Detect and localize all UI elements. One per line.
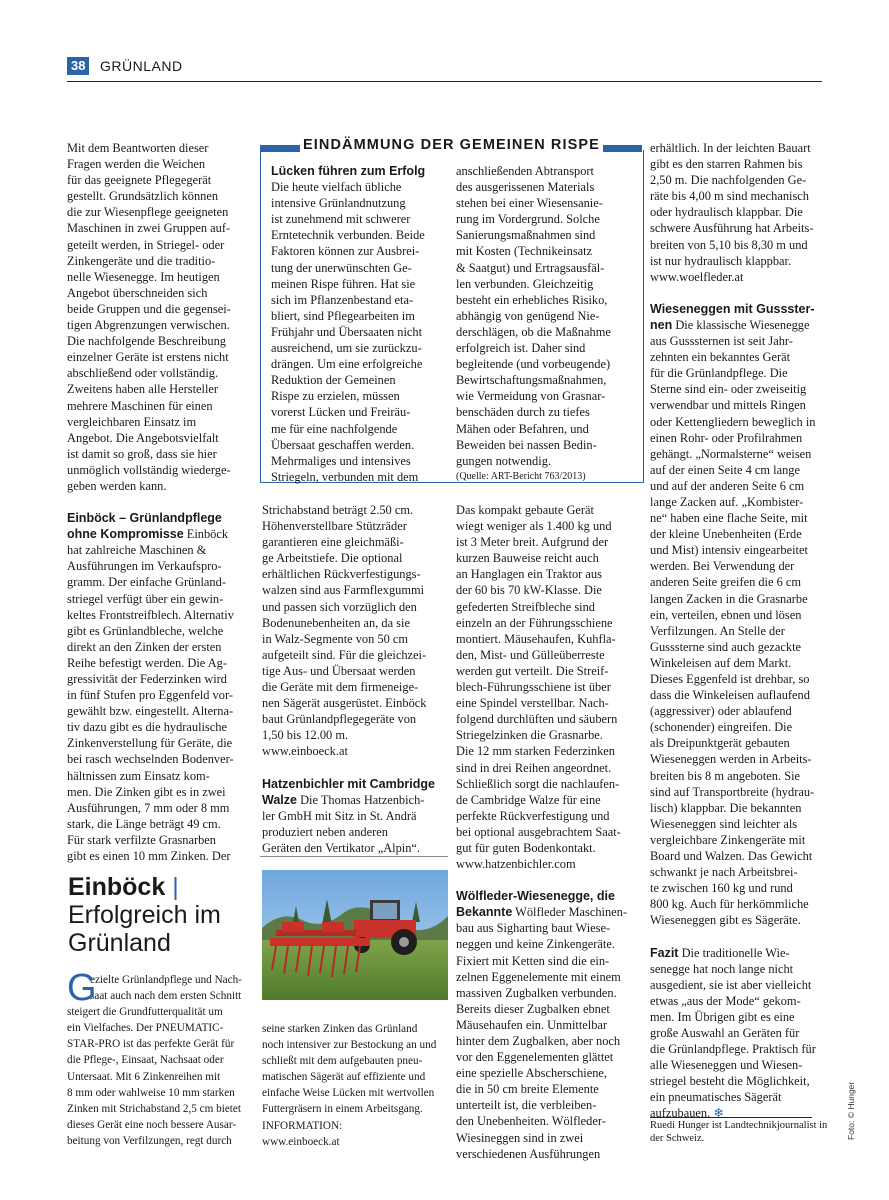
text-line: Beweiden bei nassen Bedin-: [456, 437, 597, 452]
text-line: vor den Eggenelementen glättet: [456, 1050, 614, 1065]
text-line: werden gut verteilt. Die Streif-: [456, 663, 609, 678]
text-line: Angebot. Die Angebotsvielfalt: [67, 430, 219, 445]
text-line: geben werden kann.: [67, 478, 167, 493]
text-line: Zweitens haben alle Hersteller: [67, 382, 219, 397]
text-line: blech-Führungsschiene ist über: [456, 680, 611, 695]
text-line: seine starken Zinken das Grünland: [262, 1023, 418, 1035]
text-line: Winkeleisen auf dem Markt.: [650, 655, 792, 670]
text-line: walzen sind aus Farmflexgummi: [262, 583, 425, 598]
text-line: ein Vielfaches. Der PNEUMATIC-: [67, 1022, 224, 1035]
text-line: perfekte Rückverfestigung und: [456, 808, 610, 823]
text-line: lange Zacken auf. „Kombister-: [650, 494, 804, 509]
text-line: ezielte Grünlandpflege und Nach-: [90, 974, 242, 986]
text-line: STAR-PRO ist das perfekte Gerät für: [67, 1038, 235, 1051]
text-line: räte bis 4,00 m sind mechanisch: [650, 189, 809, 204]
text-line: hinter dem Zugbalken, aber noch: [456, 1034, 621, 1048]
text-line: ein, verteilen, ebnen und lösen: [650, 607, 802, 622]
subheading-hatzenbichler: Hatzenbichler mit Cambridge: [262, 776, 435, 791]
text-line: große Auswahl an Geräten für: [650, 1025, 800, 1040]
box-column-right: [456, 163, 611, 485]
subheading-einboeck-cont: ohne Kompromisse: [67, 527, 184, 542]
text-line: Ausführungen im Verkaufspro-: [67, 559, 222, 574]
text-line: einzelner Geräte ist erstens nicht: [67, 350, 229, 365]
text-line: Mit dem Beantworten dieser: [67, 141, 209, 155]
text-line: Zinken mit Strichabstand 2,5 cm bietet: [67, 1102, 241, 1115]
text-line: Zinkenverstellung für Geräte, die: [67, 736, 233, 751]
tractor-harrow-image: [262, 870, 448, 1000]
text-line: hat zahlreiche Maschinen &: [67, 543, 207, 558]
text-line: Ausführungen, 7 mm oder 8 mm: [67, 800, 230, 815]
text-line: Strichabstand beträgt 2.50 cm.: [262, 503, 414, 517]
text-line: beitung von Verfilzungen, regt durch: [67, 1134, 232, 1147]
text-line: INFORMATION:: [262, 1119, 343, 1132]
promo-title-line: Erfolgreich im: [68, 901, 221, 929]
text-line: wiegt weniger als 1.400 kg und: [456, 519, 612, 534]
text-line: erhältlich. In der leichten Bauart: [650, 141, 811, 155]
text-line: Dieses Eggenfeld ist drehbar, so: [650, 672, 810, 686]
text-line: vergleichbaren Einsatz im: [67, 414, 197, 429]
text-line: intensive Grünlandnutzung: [271, 196, 406, 211]
text-line: Die 12 mm starken Federzinken: [456, 744, 615, 759]
text-line: aus Gusssternen ist seit Jahr-: [650, 334, 793, 349]
text-line: nelle Wiesenegge. Im heutigen: [67, 269, 220, 284]
text-line: bau aus Sigharting baut Wiese-: [456, 921, 611, 936]
text-line: Das kompakt gebaute Gerät: [456, 503, 594, 517]
text-line: des ausgerissenen Materials: [456, 180, 595, 195]
text-line: abschließend oder vollständig.: [67, 366, 219, 381]
text-line: alle Wieseneggen und Wiesen-: [650, 1058, 803, 1073]
text-line: Striegelzinken die Grasnarbe.: [456, 728, 603, 743]
text-line: Mehrmaliges und intensives: [271, 453, 411, 468]
text-line: vorerst Lücken und Freiräu-: [271, 405, 411, 420]
text-line: tigen Abgrenzungen verwischen.: [67, 318, 230, 333]
intro-paragraph: [67, 140, 234, 494]
text-line: Sanierungsmaßnahmen sind: [456, 228, 596, 243]
text-line: zelnen Eggenelemente mit einem: [456, 969, 621, 984]
text-line: ist damit so groß, dass sie hier: [67, 446, 217, 461]
text-line: Reduktion der Gemeinen: [271, 373, 396, 388]
text-line: ausreichend, um sie zurückzu-: [271, 341, 422, 356]
text-line: Maschinen in zwei Gruppen auf-: [67, 221, 231, 236]
text-line: neggen und keine Zinkengeräte.: [456, 937, 615, 952]
promo-body: [67, 967, 253, 1149]
text-line: erfolgreich ist. Daher sind: [456, 341, 586, 356]
text-line: ler GmbH mit Sitz in St. Andrä: [262, 808, 417, 823]
drop-cap: G: [67, 967, 97, 1009]
text-line: erhältlichen Rückverfestigungs-: [262, 567, 421, 582]
text-line: Striegeln, verbunden mit dem: [271, 469, 419, 484]
text-line: Wieseneggen werden in Arbeits-: [650, 752, 812, 767]
text-line: in Walz-Segmente von 50 cm: [262, 631, 409, 646]
column-1: [67, 140, 234, 864]
text-line: Fragen werden die Weichen: [67, 157, 206, 172]
text-run: Einböck: [183, 527, 229, 542]
text-line: produziert neben anderen: [262, 824, 388, 839]
text-line: hältnissen zum Einsatz kom-: [67, 768, 210, 783]
text-line: rung im Vordergrund. Solche: [456, 212, 600, 227]
text-line: schließt mit dem aufgebauten pneu-: [262, 1055, 423, 1068]
text-line: die Geräte mit dem firmeneige-: [262, 680, 419, 695]
text-line: etwas „aus der Mode“ gekom-: [650, 993, 801, 1008]
text-line: anderen Seite greifen die 6 cm: [650, 575, 802, 590]
text-line: (aggressiver) oder ablaufend: [650, 704, 792, 719]
promo-title: [68, 873, 221, 957]
text-line: Für stark verfilzte Grasnarben: [67, 832, 216, 847]
photo-credit: Foto: © Hunger: [846, 1081, 856, 1140]
text-line: Höhenverstellbare Stützräder: [262, 519, 407, 534]
text-line: die zur Wiesenpflege geeigneten: [67, 205, 229, 220]
promo-continued: [262, 1021, 436, 1150]
text-line: www.hatzenbichler.com: [456, 857, 576, 872]
text-line: sind auf Transportbreite (hydrau-: [650, 784, 815, 799]
text-line: und Mist) intensiv eingearbeitet: [650, 543, 808, 558]
text-line: zehnten ein bekanntes Gerät: [650, 350, 791, 365]
text-line: Geräten den Vertikator „Alpin“.: [262, 840, 421, 855]
text-line: gressivität der Federzinken wird: [67, 672, 227, 686]
text-line: besteht ein erhebliches Risiko,: [456, 292, 608, 307]
text-line: gibt es den starren Rahmen bis: [650, 157, 803, 172]
text-line: verwendbar und mittels Ringen: [650, 398, 806, 413]
box-title: EINDÄMMUNG DER GEMEINEN RISPE: [300, 137, 603, 153]
text-line: gibt es Grünlandbleche, welche: [67, 623, 224, 638]
text-line: Reihe befestigt werden. Die Ag-: [67, 655, 227, 670]
text-line: montiert. Mäusehaufen, Kuhfla-: [456, 631, 616, 646]
text-line: Schließlich sorgt die nachlaufen-: [456, 776, 620, 791]
text-line: (schonender) eingreifen. Die: [650, 720, 793, 735]
text-line: meinen Rispe führen. Hat sie: [271, 276, 416, 291]
text-line: 1,50 bis 12.00 m.: [262, 728, 349, 743]
text-line: tung der unerwünschten Ge-: [271, 260, 412, 275]
text-line: ge Arbeitstiefe. Die optional: [262, 551, 403, 566]
column-2: [262, 502, 435, 856]
end-mark-icon: ❄: [713, 1105, 724, 1121]
text-line: die Pflege-, Einsaat, Nachsaat oder: [67, 1054, 224, 1067]
text-line: langen Zacken in die Grasnarbe: [650, 591, 808, 606]
text-line: aufgeteilt sind. Für die gleichzei-: [262, 647, 427, 662]
text-line: ist nur hydraulisch klappbar.: [650, 253, 792, 268]
column-4: [650, 140, 816, 1122]
box-heading: Lücken führen zum Erfolg: [271, 164, 426, 178]
text-line: geteilt werden, in Striegel- oder: [67, 237, 225, 252]
text-line: noch intensiver zur Bestockung an und: [262, 1039, 437, 1052]
subheading-wieseneggen: Wieseneggen mit Gussster-: [650, 301, 815, 316]
text-line: Wiesineggen sind in zwei: [456, 1130, 584, 1145]
text-line: die Grünlandpflege. Praktisch für: [650, 1042, 816, 1057]
text-line: gewählt bzw. eingestellt. Alterna-: [67, 704, 234, 719]
text-line: oder Kettengliedern beweglich in: [650, 414, 816, 429]
page-number: 38: [67, 57, 89, 75]
text-line: folgend durchlüften und säubern: [456, 712, 618, 727]
text-line: stark, die Länge beträgt 49 cm.: [67, 816, 221, 831]
promo-title-line: Grünland: [68, 929, 171, 957]
text-line: und auf der anderen Seite 6 cm: [650, 478, 805, 493]
text-line: abhängig von genügend Nie-: [456, 308, 600, 323]
text-line: men. Die Zinken gibt es in zwei: [67, 784, 226, 799]
text-line: Wieseneggen sind leichter als: [650, 816, 798, 831]
text-line: Mäusehaufen ein. Unmittelbar: [456, 1017, 608, 1032]
text-line: Ruedi Hunger ist Landtechnikjournalist in: [650, 1120, 828, 1131]
text-line: Fixiert mit Ketten sind die ein-: [456, 953, 610, 968]
text-line: unmöglich vollständig wiederge-: [67, 462, 231, 477]
text-line: werden. Bei Verwendung der: [650, 559, 795, 574]
text-line: an Hanglagen ein Traktor aus: [456, 567, 602, 582]
text-line: einzeln an der Führungsschiene: [456, 615, 613, 630]
column-separator: [260, 856, 448, 857]
text-line: senegge hat noch lange nicht: [650, 961, 794, 976]
text-line: Bereits dieser Zugbalken ebnet: [456, 1001, 610, 1016]
text-line: 2,50 m. Die nachfolgenden Ge-: [650, 173, 807, 188]
text-line: sich im Pflanzenbestand eta-: [271, 292, 414, 307]
text-line: gefederten Streifbleche sind: [456, 599, 595, 614]
box-column-left: [271, 163, 425, 485]
product-photo: [262, 870, 448, 1000]
text-line: Untersaat. Mit 6 Zinkenreihen mit: [67, 1070, 221, 1083]
column-3: [456, 502, 627, 1162]
text-line: kurzen Bauweise reicht auch: [456, 551, 599, 566]
text-line: schwankt je nach Arbeitsbrei-: [650, 865, 798, 880]
text-line: Futtergräsern in einem Arbeitsgang.: [262, 1103, 423, 1116]
text-line: Verfilzungen. An Stelle der: [650, 623, 785, 638]
text-line: eine spezielle Abscherschiene,: [456, 1066, 608, 1081]
text-line: ne“ haben eine flache Seite, mit: [650, 511, 808, 526]
text-line: der kleine Unebenheiten (Erde: [650, 527, 802, 542]
text-line: saat auch nach dem ersten Schnitt: [90, 990, 242, 1003]
text-line: tige Aus- und Übersaat werden: [262, 663, 416, 678]
text-line: unterteilt ist, die verbleiben-: [456, 1098, 597, 1113]
text-line: Mähen oder Befahren, und: [456, 421, 589, 436]
text-line: ist 3 Meter breit. Aufgrund der: [456, 535, 609, 550]
text-line: dass die Winkeleisen auflaufend: [650, 688, 810, 703]
text-line: gramm. Der einfache Grünland-: [67, 575, 226, 590]
text-line: mit Kosten (Technikeinsatz: [456, 244, 593, 259]
text-line: len verbunden. Gleichzeitig: [456, 276, 594, 291]
text-line: vergleichbare Zinkengeräte mit: [650, 832, 806, 847]
text-line: Faktoren können zur Ausbrei-: [271, 244, 420, 259]
text-line: Die nachfolgende Beschreibung: [67, 334, 226, 349]
text-line: gibt es einen 10 mm Zinken. Der: [67, 849, 231, 864]
text-line: einfache Weise Lücken mit wertvollen: [262, 1087, 435, 1100]
text-line: bei rasch wechselnden Bodenver-: [67, 752, 234, 767]
text-line: Wieseneggen gibt es Sägeräte.: [650, 913, 801, 928]
text-line: benschäden durch zu tiefes: [456, 405, 590, 420]
text-run: Die traditionelle Wie-: [678, 945, 790, 960]
text-line: der 60 bis 70 kW-Klasse. Die: [456, 583, 602, 598]
text-line: ein pneumatisches Sägerät: [650, 1090, 782, 1105]
subheading-woelfleder-cont: Bekannte: [456, 905, 513, 920]
text-line: breiten bis 8 m angeboten. Sie: [650, 768, 801, 783]
text-line: einen Rohr- oder Profilrahmen: [650, 430, 803, 445]
subheading-wieseneggen-cont: nen: [650, 317, 673, 332]
text-line: den, Mist- und Gülleüberreste: [456, 647, 605, 662]
text-line: Frühjahr und Übersaaten nicht: [271, 324, 423, 339]
text-run: Die Thomas Hatzenbich-: [296, 792, 425, 807]
text-line: drängen. Um eine erfolgreiche: [271, 357, 423, 372]
text-line: gut für guten Bodenkontakt.: [456, 840, 596, 855]
text-line: striegel verfügt über ein gewin-: [67, 591, 224, 606]
text-line: Bodenunebenheiten an, da sie: [262, 615, 410, 630]
text-line: breiten von 5,10 bis 8,30 m und: [650, 237, 808, 252]
text-line: www.woelfleder.at: [650, 269, 744, 284]
text-line: derschlägen, ob die Maßnahme: [456, 324, 611, 339]
text-run: aufzubauen.: [650, 1106, 711, 1121]
text-line: eine Spindel verstellbar. Nach-: [456, 696, 609, 711]
text-line: & Saatgut) und Ertragsausfäl-: [456, 260, 605, 275]
text-line: Die heute vielfach übliche: [271, 180, 402, 195]
text-line: 800 kg. Auch für herkömmliche: [650, 897, 809, 912]
text-run: Die klassische Wiesenegge: [672, 317, 810, 332]
text-line: gungen notwendig.: [456, 453, 551, 468]
text-line: stehen bei einer Wiesensanie-: [456, 196, 603, 211]
text-line: bei optional ausgebrachtem Saat-: [456, 824, 621, 839]
text-line: tiv dazu gibt es die hydraulische: [67, 720, 228, 735]
text-line: Erntetechnik verbunden. Beide: [271, 228, 425, 243]
text-line: beide Gruppen und die gegensei-: [67, 301, 231, 316]
text-line: die in 50 cm breite Elemente: [456, 1082, 599, 1097]
subheading-hatzenbichler-cont: Walze: [262, 792, 297, 807]
author-note: [650, 1120, 827, 1145]
text-line: ausgedient, sie ist aber vielleicht: [650, 977, 812, 992]
text-line: me für eine nachfolgende: [271, 421, 398, 436]
header-rule: [67, 81, 822, 82]
text-line: nen Sägerät ausgerüstet. Einböck: [262, 696, 427, 711]
text-line: gehängt. „Normalsterne“ weisen: [650, 446, 812, 461]
text-line: Bewirtschaftungsmaßnahmen,: [456, 373, 607, 388]
text-line: für die Grünlandpflege. Die: [650, 366, 788, 381]
promo-link[interactable]: www.einboeck.at: [262, 1135, 340, 1148]
text-line: schwere Ausführung hat Arbeits-: [650, 221, 814, 236]
text-line: sind in drei Reihen angeordnet.: [456, 760, 612, 775]
text-line: Angebot überschneiden sich: [67, 285, 208, 300]
text-line: Board und Walzen. Das Gewicht: [650, 849, 813, 864]
promo-pipe: |: [172, 873, 179, 901]
text-line: in fünf Stufen pro Eggenfeld vor-: [67, 688, 233, 703]
text-line: und passen sich vorzüglich den: [262, 599, 417, 614]
text-line: Zinkengeräte und die traditio-: [67, 253, 216, 268]
text-line: steigert die Grundfutterqualität um: [67, 1006, 223, 1019]
promo-brand: Einböck: [68, 873, 166, 901]
text-line: den Unebenheiten. Wölfleder-: [456, 1114, 606, 1129]
text-line: als Dreipunktgerät gebauten: [650, 736, 790, 751]
text-line: direkt an den Zinken der ersten: [67, 639, 222, 654]
text-line: für das geeignete Pflegegerät: [67, 173, 212, 188]
text-run: Wölfleder Maschinen-: [512, 905, 627, 920]
text-line: Übersaat geschaffen werden.: [271, 437, 415, 452]
text-line: men. Im Übrigen gibt es eine: [650, 1009, 795, 1024]
text-line: lisch) klappbar. Die bekannten: [650, 800, 802, 815]
text-line: striegel besteht die Möglichkeit,: [650, 1074, 810, 1089]
text-line: massiven Zugbalken verbunden.: [456, 985, 617, 1000]
text-line: gestellt. Grundsätzlich können: [67, 189, 219, 204]
box-source: (Quelle: ART-Bericht 763/2013): [456, 470, 586, 482]
text-line: ist zunehmend mit schwerer: [271, 212, 411, 227]
text-line: Gusssterne sind auch gezackte: [650, 639, 802, 654]
text-line: anschließenden Abtransport: [456, 164, 594, 178]
text-line: www.einboeck.at: [262, 744, 348, 759]
subheading-fazit: Fazit: [650, 945, 679, 960]
text-line: keltes Frontstreifblech. Alternativ: [67, 607, 234, 622]
text-line: garantieren eine gleichmäßi-: [262, 535, 404, 550]
text-line: begleitende (und vorbeugende): [456, 357, 611, 372]
text-line: verschiedenen Ausführungen: [456, 1146, 601, 1161]
text-line: mehrere Maschinen für einen: [67, 398, 213, 413]
text-line: auf der einen Seite 4 cm lange: [650, 462, 801, 477]
text-line: der Schweiz.: [650, 1132, 705, 1144]
section-title: GRÜNLAND: [100, 58, 183, 74]
text-line: de Cambridge Walze für eine: [456, 792, 601, 807]
text-line: baut Grünlandpflegegeräte von: [262, 712, 417, 727]
text-line: 8 mm oder wahlweise 10 mm starken: [67, 1086, 235, 1099]
subheading-woelfleder: Wölfleder-Wiesenegge, die: [456, 889, 615, 904]
text-line: Sterne sind ein- oder zweiseitig: [650, 382, 807, 397]
text-line: wie Vermeidung von Grasnar-: [456, 389, 606, 404]
text-line: oder hydraulisch klappbar. Die: [650, 205, 803, 220]
author-rule: [650, 1117, 812, 1118]
text-line: Rispe zu erzielen, müssen: [271, 389, 400, 404]
text-line: dieses Gerät eine noch bessere Ausar-: [67, 1118, 237, 1131]
text-line: bliert, sind Pflegearbeiten im: [271, 308, 415, 323]
text-line: matischen Sägerät auf effiziente und: [262, 1071, 426, 1084]
subheading-einboeck: Einböck – Grünlandpflege: [67, 511, 222, 526]
text-line: te zwischen 160 kg und rund: [650, 881, 793, 896]
